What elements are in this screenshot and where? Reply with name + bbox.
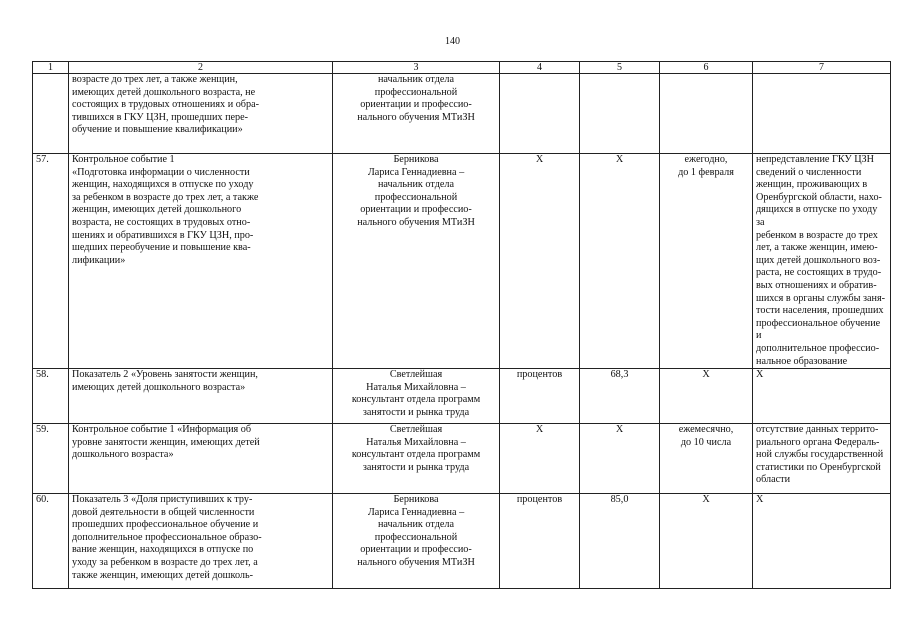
row-number: 57. bbox=[33, 154, 69, 369]
row-responsible: Берникова Лариса Геннадиевна – начальник отдела профессиональной ориентации и профессио- нального обучения МТиЗН bbox=[333, 154, 500, 369]
row-value: Х bbox=[580, 154, 660, 369]
row-name: возрасте до трех лет, а также женщин, имеющих детей дошкольного возраста, не состоящих в трудовых отношениях и обра- тившихся в ГКУ ЦЗН, прошедших пере- обучение и повышение квалификации» bbox=[69, 74, 333, 154]
column-header: 6 bbox=[660, 62, 753, 74]
row-risk: Х bbox=[753, 369, 891, 424]
row-name: Показатель 2 «Уровень занятости женщин, имеющих детей дошкольного возраста» bbox=[69, 369, 333, 424]
column-header: 5 bbox=[580, 62, 660, 74]
row-number: 58. bbox=[33, 369, 69, 424]
row-unit: Х bbox=[500, 424, 580, 494]
table-header-row bbox=[33, 62, 891, 74]
row-deadline: Х bbox=[660, 494, 753, 589]
column-header: 2 bbox=[69, 62, 333, 74]
table-row bbox=[33, 369, 891, 424]
row-value bbox=[580, 74, 660, 154]
column-header: 3 bbox=[333, 62, 500, 74]
column-header: 4 bbox=[500, 62, 580, 74]
row-value: 68,3 bbox=[580, 369, 660, 424]
row-number bbox=[33, 74, 69, 154]
row-value: Х bbox=[580, 424, 660, 494]
row-unit: Х bbox=[500, 154, 580, 369]
row-name: Контрольное событие 1 «Подготовка информации о численности женщин, находящихся в отпуске по уходу за ребенком в возрасте до трех лет, а также женщин, имеющих детей дошкольного возраста, не состоящих в трудовых отно- шениях и обратившихся в ГКУ ЦЗН, про- шедших переобучение и повышение ква- лификации» bbox=[69, 154, 333, 369]
page-number: 140 bbox=[445, 36, 460, 47]
row-name: Показатель 3 «Доля приступивших к тру- довой деятельности в общей численности прошедших профессиональное обучение и дополнительное профессиональное образо- вание женщин, находящихся в отпуске по уходу за ребенком в возрасте до трех лет, а также женщин, имеющих детей дошколь- bbox=[69, 494, 333, 589]
indicator-table bbox=[32, 61, 891, 589]
row-responsible: Светлейшая Наталья Михайловна – консультант отдела программ занятости и рынка труда bbox=[333, 369, 500, 424]
row-deadline bbox=[660, 74, 753, 154]
row-risk: непредставление ГКУ ЦЗН сведений о численности женщин, проживающих в Оренбургской области, нахо- дящихся в отпуске по уходу за ребенком в возрасте до трех лет, а также женщин, имею- щих детей дошкольного воз- раста, не состоящих в трудо- вых отношениях и обратив- шихся в органы службы заня- тости населения, прошедших профессиональное обучение и дополнительное профессио- нальное образование bbox=[753, 154, 891, 369]
row-responsible: Берникова Лариса Геннадиевна – начальник отдела профессиональной ориентации и профессио- нального обучения МТиЗН bbox=[333, 494, 500, 589]
row-number: 60. bbox=[33, 494, 69, 589]
table-row bbox=[33, 154, 891, 369]
row-number: 59. bbox=[33, 424, 69, 494]
row-deadline: Х bbox=[660, 369, 753, 424]
row-deadline: ежегодно, до 1 февраля bbox=[660, 154, 753, 369]
row-unit: процентов bbox=[500, 494, 580, 589]
row-unit bbox=[500, 74, 580, 154]
table-row bbox=[33, 494, 891, 589]
row-risk bbox=[753, 74, 891, 154]
row-deadline: ежемесячно, до 10 числа bbox=[660, 424, 753, 494]
row-unit: процентов bbox=[500, 369, 580, 424]
row-name: Контрольное событие 1 «Информация об уровне занятости женщин, имеющих детей дошкольного возраста» bbox=[69, 424, 333, 494]
column-header: 1 bbox=[33, 62, 69, 74]
row-responsible: Светлейшая Наталья Михайловна – консультант отдела программ занятости и рынка труда bbox=[333, 424, 500, 494]
table-row bbox=[33, 424, 891, 494]
table-row bbox=[33, 74, 891, 154]
row-responsible: начальник отдела профессиональной ориентации и профессио- нального обучения МТиЗН bbox=[333, 74, 500, 154]
row-risk: Х bbox=[753, 494, 891, 589]
row-value: 85,0 bbox=[580, 494, 660, 589]
row-risk: отсутствие данных террито- риального органа Федераль- ной службы государственной статистики по Оренбургской области bbox=[753, 424, 891, 494]
column-header: 7 bbox=[753, 62, 891, 74]
